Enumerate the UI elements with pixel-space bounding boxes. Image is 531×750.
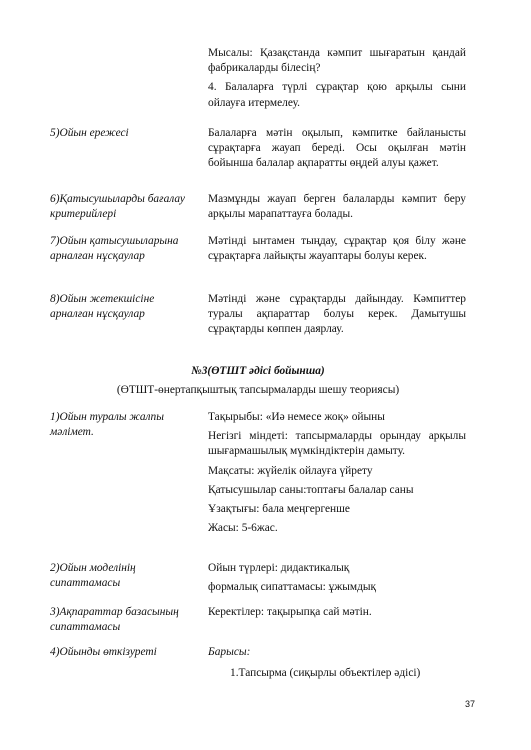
rules-label: 5)Ойын ережесі [50, 127, 129, 139]
participant-instructions-label: 7)Ойын қатысушыларына арналған нұсқаулар [50, 235, 179, 263]
info-age: Жасы: 5-6жас. [208, 522, 278, 535]
model-label: 2)Ойын моделінің сипаттамасы [50, 562, 136, 590]
model-text [208, 561, 466, 599]
section-subheading: (ӨТШТ-өнертапқыштық тапсырмаларды шешу теориясы) [116, 384, 400, 396]
model-formal-description: формалық сипаттамасы: ұжымдық [208, 581, 377, 594]
process-label: 4)Ойынды өткізуреті [50, 646, 157, 658]
step-4-paragraph: 4. Балаларға түрлі сұрақтар қою арқылы сыни ойлауға итермелеу. [208, 81, 466, 109]
rules-text: Балаларға мәтін оқылып, кәмпитке байланысты сұрақтарға жауап береді. Осы оқылған мәтін бойынша балалар ақпаратты өңдей алуы қажет. [208, 127, 466, 170]
general-info-text [208, 410, 466, 540]
process-task: 1.Тапсырма (сиқырлы объектілер әдісі) [230, 667, 421, 679]
leader-instructions-label: 8)Ойын жетекшісіне арналған нұсқаулар [50, 293, 155, 321]
info-participants: Қатысушылар саны:топтағы балалар саны [208, 483, 414, 496]
participant-instructions-text: Мәтінді ынтамен тыңдау, сұрақтар қоя білу және сұрақтарға лайықты жауаптары болуы керек. [208, 235, 466, 263]
top-continuation [208, 46, 466, 115]
info-topic: Тақырыбы: «Иә немесе жоқ» ойыны [208, 411, 385, 423]
info-base-label: 3)Ақпараттар базасының сипаттамасы [50, 606, 179, 634]
info-goal: Мақсаты: жүйелік ойлауға үйрету [208, 464, 373, 477]
evaluation-criteria-text: Мазмұнды жауап берген балаларды кәмпит беру арқылы марапаттауға болады. [208, 193, 466, 221]
section-heading: №3(ӨТШТ әдісі бойынша) [191, 365, 325, 377]
info-duration: Ұзақтығы: бала меңгергенше [208, 503, 350, 516]
evaluation-criteria-label: 6)Қатысушыларды бағалау критерийлері [50, 193, 185, 221]
page-number: 37 [464, 699, 475, 709]
example-paragraph: Мысалы: Қазақстанда кәмпит шығаратын қандай фабрикаларды білесің? [208, 47, 466, 75]
general-info-label: 1)Ойын туралы жалпы мәлімет. [50, 411, 164, 439]
info-base-text: Керектілер: тақырыпқа сай мәтін. [208, 606, 372, 618]
process-text: Барысы: [208, 646, 251, 658]
leader-instructions-text: Мәтінді және сұрақтарды дайындау. Кәмпиттер туралы ақпараттар болуы керек. Дамытушы сұрақтарды көппен даярлау. [208, 293, 466, 336]
info-main-task: Негізгі міндеті: тапсырмаларды орындау арқылы шығармашылық мүмкіндіктерін дамыту. [208, 430, 466, 458]
model-game-types: Ойын түрлері: дидактикалық [208, 562, 350, 574]
